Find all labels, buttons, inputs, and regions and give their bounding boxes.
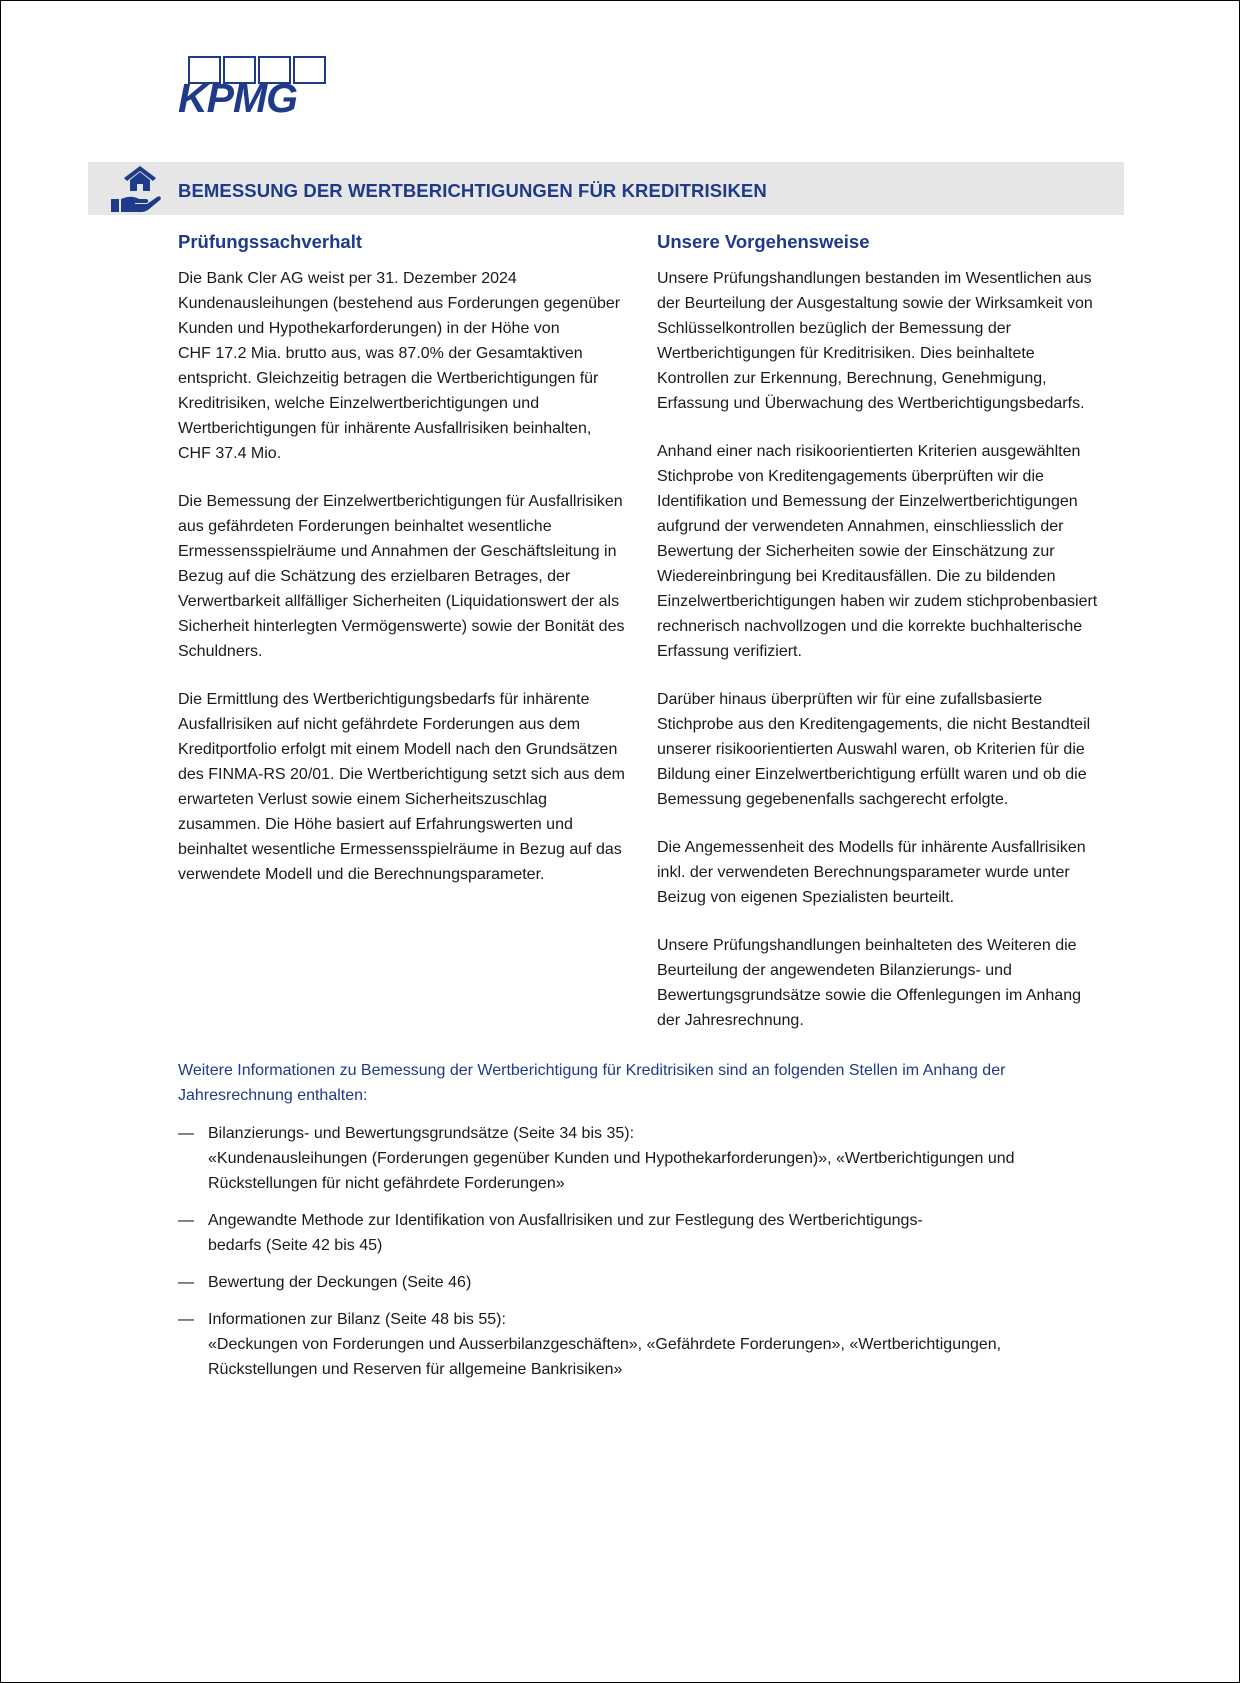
column-vorgehensweise [657,230,1132,1056]
list-item [178,1121,1078,1196]
column-heading: Prüfungssachverhalt [178,231,363,252]
dash-bullet: — [178,1274,194,1291]
dash-bullet: — [178,1212,194,1229]
reference-title: Bilanzierungs- und Bewertungsgrundsätze (Seite 34 bis 35): [208,1125,635,1142]
reference-list [178,1121,1078,1394]
list-item [178,1208,1078,1258]
dash-bullet: — [178,1125,194,1142]
kpmg-logo [178,54,328,120]
paragraph: Unsere Prüfungshandlungen bestanden im Wesentlichen aus der Beurteilung der Ausgestaltung sowie der Wirksamkeit von Schlüsselkontrollen bezüglich der Bemessung der Wertberichtigungen für Kreditrisiken. Dies beinhaltete Kontrollen zur Erkennung, Berechnung, Genehmigung, Erfassung und Überwachung des Wertberichtigungsbedarfs. [657,270,1093,412]
reference-title: Bewertung der Deckungen (Seite 46) [208,1274,472,1291]
reference-detail: «Kundenausleihungen (Forderungen gegenüber Kunden und Hypothekarforderungen)», «Wertberichtigungen und Rückstellungen für nicht gefährdete Forderungen» [208,1150,1015,1192]
logo-text: KPMG [178,75,297,121]
paragraph: Die Angemessenheit des Modells für inhärente Ausfallrisiken inkl. der verwendeten Berechnungsparameter wurde unter Beizug von eigenen Spezialisten beurteilt. [657,839,1086,906]
further-info-text: Weitere Informationen zu Bemessung der Wertberichtigung für Kreditrisiken sind an folgenden Stellen im Anhang der Jahresrechnung enthalten: [178,1062,1006,1104]
paragraph: Anhand einer nach risikoorientierten Kriterien ausgewählten Stichprobe von Kreditengagements überprüften wir die Identifikation und Bemessung der Einzelwertberichtigungen aufgrund der verwendeten Annahmen, einschliesslich der Bewertung der Sicherheiten sowie der Einschätzung zur Wiedereinbringung bei Kreditausfällen. Die zu bildenden Einzelwertberichtigungen haben wir zudem stichprobenbasiert rechnerisch nachvollzogen und die korrekte buchhalterische Erfassung verifiziert. [657,443,1098,660]
paragraph: Darüber hinaus überprüften wir für eine zufallsbasierte Stichprobe aus den Kreditengagements, die nicht Bestandteil unserer risikoorientierten Auswahl waren, ob Kriterien für die Bildung einer Einzelwertberichtigung erfüllt waren und ob die Bemessung gegebenenfalls sachgerecht erfolgte. [657,691,1091,808]
column-pruefungssachverhalt [178,230,648,910]
section-title: BEMESSUNG DER WERTBERICHTIGUNGEN FÜR KREDITRISIKEN [178,180,767,201]
paragraph: Unsere Prüfungshandlungen beinhalteten des Weiteren die Beurteilung der angewendeten Bilanzierungs- und Bewertungsgrundsätze sowie die Offenlegungen im Anhang der Jahresrechnung. [657,937,1081,1029]
paragraph: Die Bank Cler AG weist per 31. Dezember 2024 Kundenausleihungen (bestehend aus Forderungen gegenüber Kunden und Hypothekarforderungen) in der Höhe von CHF 17.2 Mia. brutto aus, was 87.0% der Gesamtaktiven entspricht. Gleichzeitig betragen die Wertberichtigungen für Kreditrisiken, welche Einzelwertberichtigungen und Wertberichtigungen für inhärente Ausfallrisiken beinhalten, CHF 37.4 Mio. [178,270,621,462]
section-banner [88,162,1124,215]
list-item [178,1270,1078,1295]
reference-title: Informationen zur Bilanz (Seite 48 bis 55): [208,1311,506,1328]
paragraph: Die Ermittlung des Wertberichtigungsbedarfs für inhärente Ausfallrisiken auf nicht gefährdete Forderungen aus dem Kreditportfolio erfolgt mit einem Modell nach den Grundsätzen des FINMA-RS 20/01. Die Wertberichtigung setzt sich aus dem erwarteten Verlust sowie einem Sicherheitszuschlag zusammen. Die Höhe basiert auf Erfahrungswerten und beinhaltet wesentliche Ermessensspielräume in Bezug auf das verwendete Modell und die Berechnungsparameter. [178,691,625,883]
list-item [178,1307,1078,1382]
paragraph: Die Bemessung der Einzelwertberichtigungen für Ausfallrisiken aus gefährdeten Forderungen beinhaltet wesentliche Ermessensspielräume und Annahmen der Geschäftsleitung in Bezug auf die Schätzung des erzielbaren Betrages, der Verwertbarkeit allfälliger Sicherheiten (Liquidationswert der als Sicherheit hinterlegten Vermögenswerte) sowie der Bonität des Schuldners. [178,493,625,660]
reference-title: Angewandte Methode zur Identifikation von Ausfallrisiken und zur Festlegung des Wertberichtigungs- bedarfs (Seite 42 bis 45) [208,1212,923,1254]
column-heading: Unsere Vorgehensweise [657,231,870,252]
house-in-hand-icon [106,162,162,215]
reference-detail: «Deckungen von Forderungen und Ausserbilanzgeschäften», «Gefährdete Forderungen», «Wertberichtigungen, Rückstellungen und Reserven für allgemeine Bankrisiken» [208,1336,1002,1378]
dash-bullet: — [178,1311,194,1328]
